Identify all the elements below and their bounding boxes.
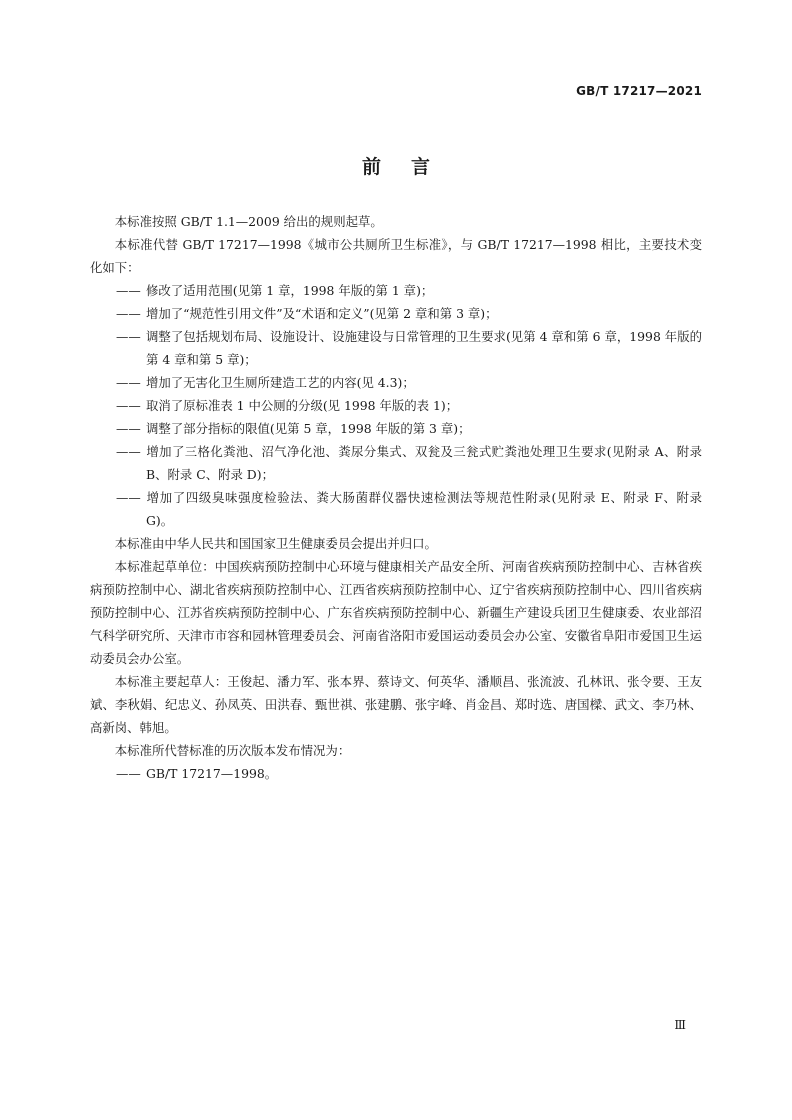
dash-marker: —— <box>116 398 141 413</box>
change-item <box>90 486 702 532</box>
change-item-text: 调整了包括规划布局、设施设计、设施建设与日常管理的卫生要求(见第 4 章和第 6 章，1998 年版的第 4 章和第 5 章)； <box>146 329 702 367</box>
dash-marker: —— <box>116 444 141 459</box>
change-item <box>90 279 702 302</box>
change-item-text: 增加了四级臭味强度检验法、粪大肠菌群仪器快速检测法等规范性附录(见附录 E、附录 F、附录 G)。 <box>146 490 702 528</box>
page-number: Ⅲ <box>674 1018 686 1032</box>
change-item <box>90 394 702 417</box>
history-item <box>90 762 702 785</box>
change-item <box>90 440 702 486</box>
change-item-text: 修改了适用范围(见第 1 章，1998 年版的第 1 章)； <box>146 283 434 298</box>
dash-marker: —— <box>116 421 141 436</box>
history-intro-paragraph: 本标准所代替标准的历次版本发布情况为： <box>114 743 351 758</box>
dash-marker: —— <box>116 490 141 505</box>
change-item-text: 增加了无害化卫生厕所建造工艺的内容(见 4.3)； <box>146 375 415 390</box>
change-item <box>90 417 702 440</box>
header-standard-code: GB/T 17217—2021 <box>576 84 702 98</box>
foreword-content <box>90 210 702 785</box>
change-item-text: 增加了三格化粪池、沼气净化池、粪尿分集式、双瓮及三瓮式贮粪池处理卫生要求(见附录 A、附录 B、附录 C、附录 D)； <box>146 444 702 482</box>
dash-marker: —— <box>116 329 141 344</box>
drafting-units-paragraph: 本标准起草单位：中国疾病预防控制中心环境与健康相关产品安全所、河南省疾病预防控制中心、吉林省疾病预防控制中心、湖北省疾病预防控制中心、江西省疾病预防控制中心、辽宁省疾病预防控制中心、四川省疾病预防控制中心、江苏省疾病预防控制中心、广东省疾病预防控制中心、新疆生产建设兵团卫生健康委、农业部沼气科学研究所、天津市市容和园林管理委员会、河南省洛阳市爱国运动委员会办公室、安徽省阜阳市爱国卫生运动委员会办公室。 <box>90 559 702 666</box>
dash-marker: —— <box>116 766 141 781</box>
change-item-text: 调整了部分指标的限值(见第 5 章，1998 年版的第 3 章)； <box>146 421 471 436</box>
history-item-text: GB/T 17217—1998。 <box>146 766 278 781</box>
page-title: 前言 <box>361 156 460 178</box>
proposer-paragraph: 本标准由中华人民共和国国家卫生健康委员会提出并归口。 <box>114 536 437 551</box>
change-item <box>90 325 702 371</box>
change-item <box>90 302 702 325</box>
drafters-paragraph: 本标准主要起草人：王俊起、潘力军、张本界、蔡诗文、何英华、潘顺昌、张流波、孔林讯、张令要、王友斌、李秋娟、纪忠义、孙凤英、田洪春、甄世祺、张建鹏、张宇峰、肖金昌、郑时选、唐国樑、武文、李乃林、高新岗、韩旭。 <box>90 674 702 735</box>
dash-marker: —— <box>116 375 141 390</box>
dash-marker: —— <box>116 283 141 298</box>
change-item-text: 取消了原标准表 1 中公厕的分级(见 1998 年版的表 1)； <box>146 398 459 413</box>
dash-marker: —— <box>116 306 141 321</box>
intro-paragraph-1: 本标准按照 GB/T 1.1—2009 给出的规则起草。 <box>114 214 383 229</box>
change-item <box>90 371 702 394</box>
intro-paragraph-2: 本标准代替 GB/T 17217—1998《城市公共厕所卫生标准》，与 GB/T 17217—1998 相比，主要技术变化如下： <box>90 237 702 275</box>
change-item-text: 增加了“规范性引用文件”及“术语和定义”(见第 2 章和第 3 章)； <box>146 306 498 321</box>
